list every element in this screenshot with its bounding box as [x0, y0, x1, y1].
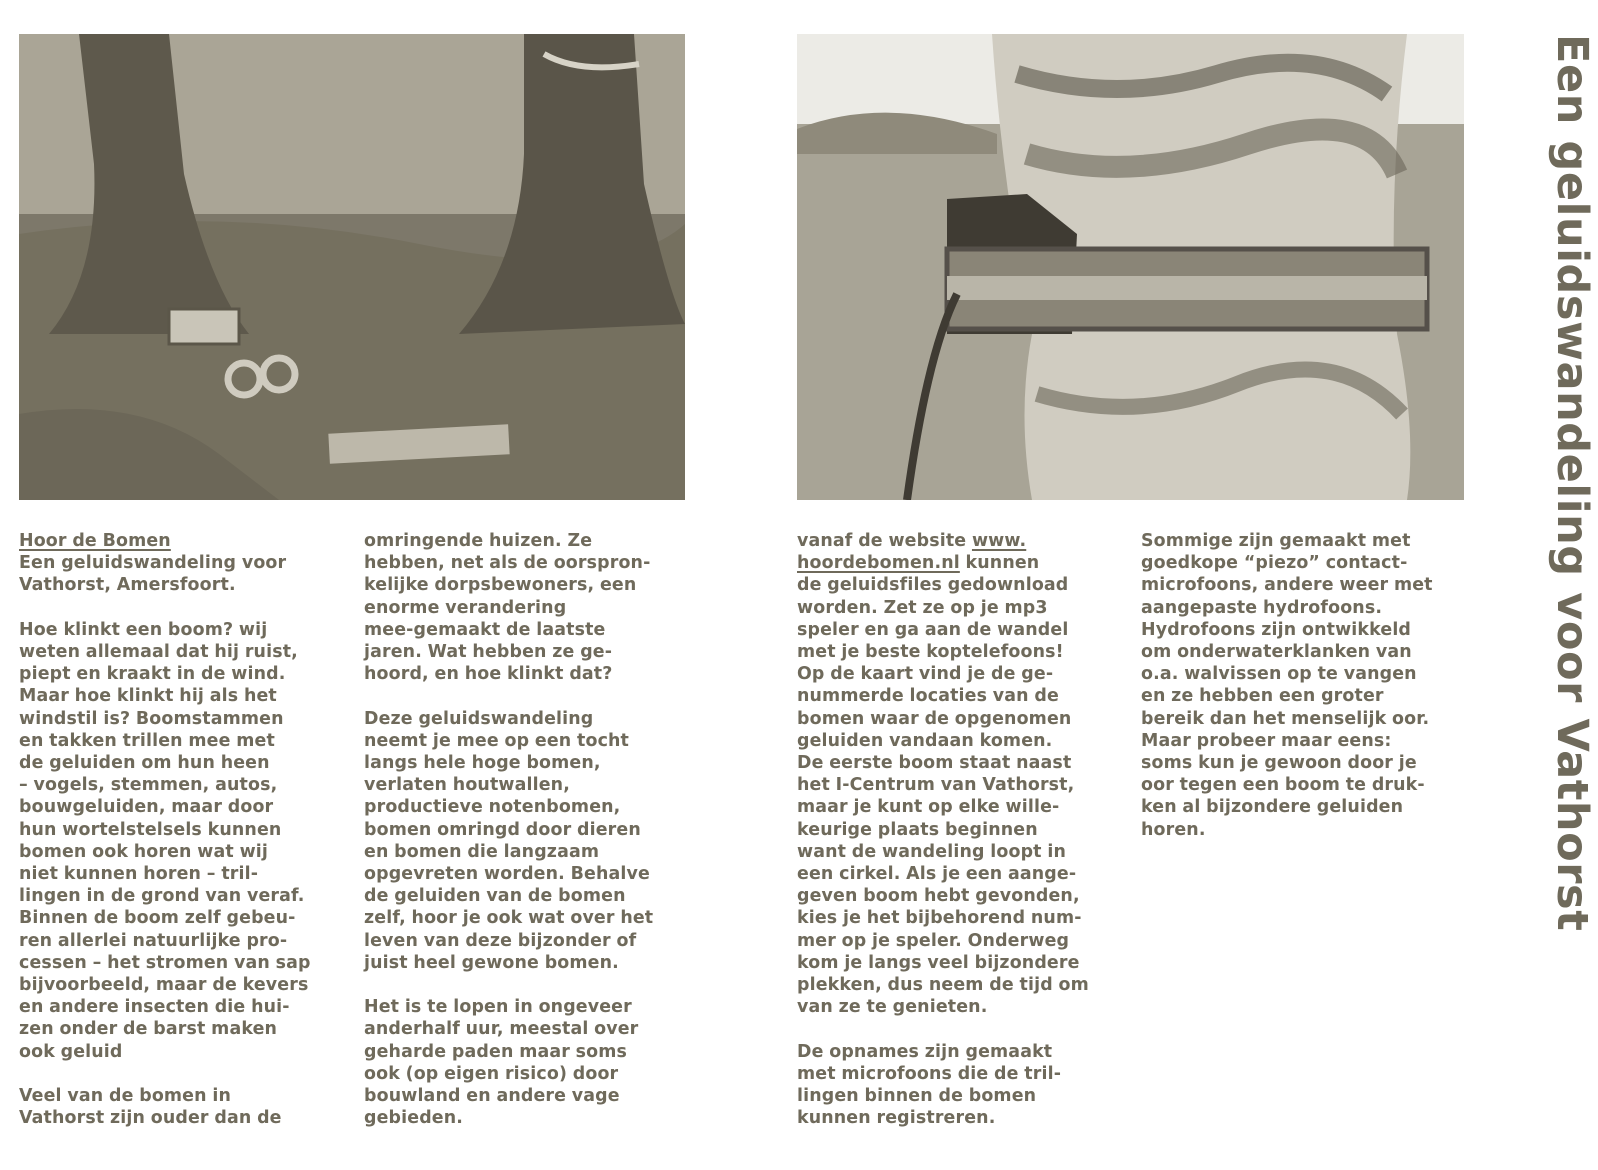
text-line: en takken trillen mee met	[19, 730, 275, 751]
photo-right-drawing	[797, 34, 1464, 500]
text-line: ook geluid	[19, 1041, 123, 1062]
paragraph	[364, 530, 694, 685]
intro-line: Vathorst, Amersfoort.	[19, 575, 236, 596]
text-line: Hoe klinkt een boom? wij	[19, 619, 268, 640]
website-line	[797, 552, 1127, 574]
text-line: kelijke dorpsbewoners, een	[364, 575, 637, 596]
website-line	[797, 530, 1127, 552]
text-line: De opnames zijn gemaakt	[797, 1041, 1053, 1062]
website-link-part[interactable]: hoordebomen.nl	[797, 553, 960, 574]
text-line: anderhalf uur, meestal over	[364, 1019, 639, 1040]
text-line: bomen omringd door dieren	[364, 819, 641, 840]
text-line: enorme verandering	[364, 597, 567, 618]
text-line: zelf, hoor je ook wat over het	[364, 908, 654, 929]
text-line: geluiden vandaan komen.	[797, 730, 1053, 751]
page-title-vertical: Een geluidswandeling voor Vathorst	[1547, 34, 1597, 932]
text-column-4	[1141, 530, 1471, 841]
text-line: Vathorst zijn ouder dan de	[19, 1108, 282, 1129]
text-line: cessen – het stromen van sap	[19, 952, 311, 973]
text-line: lingen binnen de bomen	[797, 1086, 1037, 1107]
text-line: maar je kunt op elke wille-	[797, 797, 1060, 818]
text-line: ken al bijzondere geluiden	[1141, 797, 1404, 818]
text-line: gebieden.	[364, 1108, 464, 1129]
text-line: hebben, net als de oorspron-	[364, 553, 651, 574]
text-line: bomen waar de opgenomen	[797, 708, 1072, 729]
text-line: juist heel gewone bomen.	[364, 952, 619, 973]
photo-birch-trunk-strap-microphone	[797, 34, 1464, 500]
paragraph	[364, 708, 694, 974]
text-line: worden. Zet ze op je mp3	[797, 597, 1048, 618]
text-line: horen.	[1141, 819, 1206, 840]
text-line: Binnen de boom zelf gebeu-	[19, 908, 296, 929]
text-line: Hydrofoons zijn ontwikkeld	[1141, 619, 1412, 640]
text-line: kunnen registreren.	[797, 1108, 996, 1129]
text-line: een cirkel. Als je een aange-	[797, 864, 1077, 885]
text-line: Maar probeer maar eens:	[1141, 730, 1392, 751]
text-line: opgevreten worden. Behalve	[364, 864, 650, 885]
text-line: weten allemaal dat hij ruist,	[19, 642, 298, 662]
photo-birch-trees-recording-setup	[19, 34, 685, 500]
paragraph	[797, 1041, 1127, 1130]
text-line: ook (op eigen risico) door	[364, 1063, 619, 1084]
website-link-part[interactable]: www.	[971, 531, 1027, 551]
paragraph	[19, 619, 354, 1063]
text-line: de geluidsfiles gedownload	[797, 575, 1069, 596]
text-line: en bomen die langzaam	[364, 841, 600, 862]
text-line: want de wandeling loopt in	[797, 841, 1066, 862]
line-text: vanaf de website	[797, 531, 972, 551]
text-line: keurige plaats beginnen	[797, 819, 1038, 840]
text-line: ren allerlei natuurlijke pro-	[19, 930, 288, 951]
text-line: lingen in de grond van veraf.	[19, 886, 305, 907]
text-line: soms kun je gewoon door je	[1141, 753, 1417, 774]
paragraph	[1141, 530, 1471, 841]
text-line: – vogels, stemmen, autos,	[19, 775, 278, 796]
line-text: kunnen	[959, 553, 1040, 574]
text-line: kom je langs veel bijzondere	[797, 952, 1080, 973]
intro-heading: Hoor de Bomen	[19, 531, 171, 551]
text-line: verlaten houtwallen,	[364, 775, 570, 796]
text-line: speler en ga aan de wandel	[797, 619, 1069, 640]
text-line: plekken, dus neem de tijd om	[797, 975, 1089, 996]
photo-left-drawing	[19, 34, 685, 500]
text-line: windstil is? Boomstammen	[19, 708, 284, 729]
text-line: Op de kaart vind je de ge-	[797, 664, 1054, 685]
text-line: microfoons, andere weer met	[1141, 575, 1433, 596]
text-line: bouwland en andere vage	[364, 1086, 620, 1107]
paragraph-lines	[797, 574, 1127, 1018]
text-line: niet kunnen horen – tril-	[19, 864, 259, 885]
text-line: met je beste koptelefoons!	[797, 642, 1064, 663]
text-column-3	[797, 530, 1127, 1129]
text-line: leven van deze bijzonder of	[364, 930, 637, 951]
text-line: mer op je speler. Onderweg	[797, 930, 1070, 951]
text-line: hun wortelstelsels kunnen	[19, 819, 282, 840]
text-line: productieve notenbomen,	[364, 797, 621, 818]
text-line: Sommige zijn gemaakt met	[1141, 531, 1411, 551]
text-line: bijvoorbeeld, maar de kevers	[19, 975, 309, 996]
paragraph	[797, 530, 1127, 1018]
text-line: nummerde locaties van de	[797, 686, 1059, 707]
text-line: geven boom hebt gevonden,	[797, 886, 1080, 907]
text-line: Het is te lopen in ongeveer	[364, 997, 632, 1018]
text-line: geharde paden maar soms	[364, 1041, 628, 1062]
text-line: en andere insecten die hui-	[19, 997, 290, 1018]
text-line: en ze hebben een groter	[1141, 686, 1384, 707]
text-line: De eerste boom staat naast	[797, 753, 1072, 774]
text-line: Maar hoe klinkt hij als het	[19, 686, 277, 707]
text-line: hoord, en hoe klinkt dat?	[364, 664, 613, 685]
text-line: zen onder de barst maken	[19, 1019, 278, 1040]
text-column-1	[19, 530, 354, 1129]
text-line: jaren. Wat hebben ze ge-	[364, 642, 613, 663]
text-line: piept en kraakt in de wind.	[19, 664, 286, 685]
intro-block	[19, 530, 354, 597]
text-line: met microfoons die de tril-	[797, 1063, 1062, 1084]
text-line: aangepaste hydrofoons.	[1141, 597, 1383, 618]
text-line: om onderwaterklanken van	[1141, 642, 1412, 663]
text-line: de geluiden om hun heen	[19, 753, 270, 774]
text-line: bomen ook horen wat wij	[19, 841, 269, 862]
paragraph	[364, 996, 694, 1129]
text-line: neemt je mee op een tocht	[364, 730, 630, 751]
intro-line: Een geluidswandeling voor	[19, 553, 287, 574]
text-line: bouwgeluiden, maar door	[19, 797, 274, 818]
text-column-2	[364, 530, 694, 1129]
text-line: oor tegen een boom te druk-	[1141, 775, 1425, 796]
text-line: bereik dan het menselijk oor.	[1141, 708, 1430, 729]
text-line: omringende huizen. Ze	[364, 531, 593, 551]
text-line: Veel van de bomen in	[19, 1086, 232, 1107]
text-line: het I-Centrum van Vathorst,	[797, 775, 1075, 796]
text-line: o.a. walvissen op te vangen	[1141, 664, 1417, 685]
text-line: langs hele hoge bomen,	[364, 753, 601, 774]
text-line: goedkope “piezo” contact-	[1141, 553, 1408, 574]
text-line: de geluiden van de bomen	[364, 886, 626, 907]
text-line: mee-gemaakt de laatste	[364, 619, 606, 640]
text-line: kies je het bijbehorend num-	[797, 908, 1082, 929]
text-line: Deze geluidswandeling	[364, 708, 594, 729]
text-line: van ze te genieten.	[797, 997, 988, 1018]
paragraph	[19, 1085, 354, 1129]
